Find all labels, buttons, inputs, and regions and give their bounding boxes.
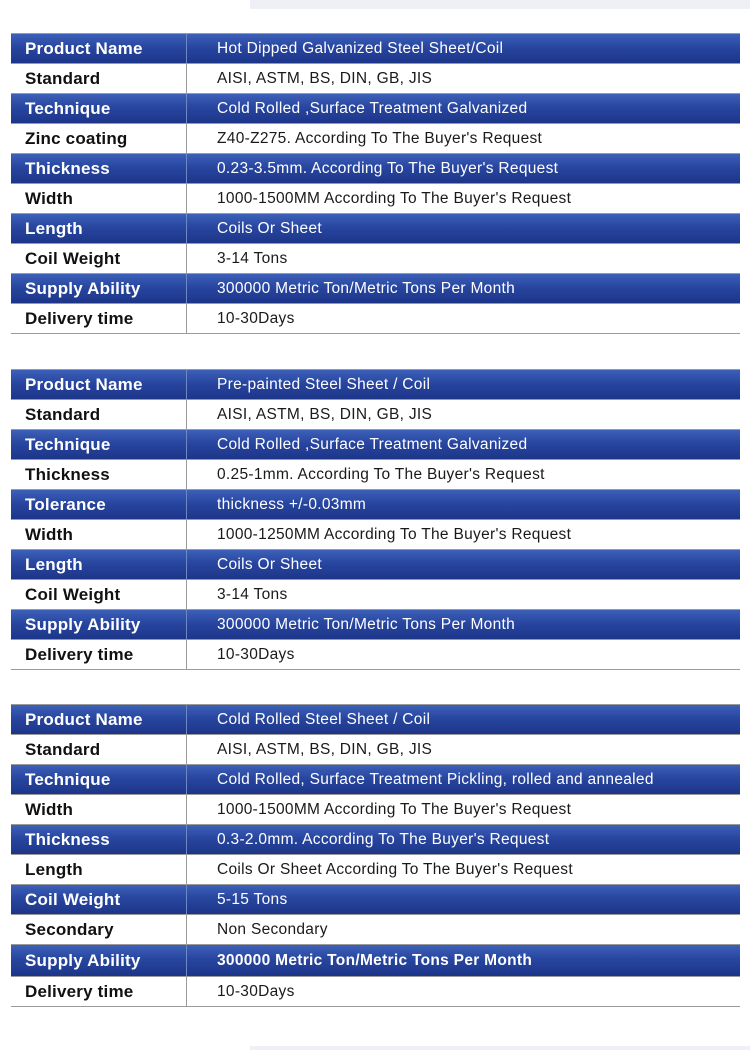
row-value: 0.23-3.5mm. According To The Buyer's Request [186,154,740,183]
table-row [11,430,740,460]
table-row [11,400,740,430]
row-label: Technique [25,434,111,454]
row-value: 10-30Days [186,977,740,1006]
row-value: 300000 Metric Ton/Metric Tons Per Month [186,274,740,303]
row-value: 300000 Metric Ton/Metric Tons Per Month [186,945,740,976]
row-value: 3-14 Tons [186,580,740,609]
table-row [11,214,740,244]
row-value: Coils Or Sheet [186,550,740,579]
row-value: AISI, ASTM, BS, DIN, GB, JIS [186,64,740,93]
row-value: 300000 Metric Ton/Metric Tons Per Month [186,610,740,639]
row-value: Cold Rolled, Surface Treatment Pickling, rolled and annealed [186,765,740,794]
row-label: Product Name [25,38,143,58]
table-row [11,705,740,735]
row-label: Thickness [25,464,110,484]
row-label: Secondary [25,919,114,939]
row-label: Delivery time [25,981,134,1001]
row-label: Standard [25,739,101,759]
row-value: AISI, ASTM, BS, DIN, GB, JIS [186,735,740,764]
row-value: Hot Dipped Galvanized Steel Sheet/Coil [186,34,740,63]
row-value: Coils Or Sheet According To The Buyer's Request [186,855,740,884]
spec-table-1 [11,33,740,334]
table-row [11,795,740,825]
row-value: 10-30Days [186,640,740,669]
row-value: Cold Rolled ,Surface Treatment Galvanized [186,94,740,123]
row-label: Technique [25,769,111,789]
row-label: Product Name [25,709,143,729]
table-row [11,640,740,670]
table-row [11,765,740,795]
top-decorative-strip [250,0,750,9]
row-value: AISI, ASTM, BS, DIN, GB, JIS [186,400,740,429]
row-label: Product Name [25,374,143,394]
row-label: Length [25,218,83,238]
table-row [11,610,740,640]
table-row [11,154,740,184]
row-label: Coil Weight [25,248,121,268]
spec-table-3 [11,704,740,1007]
row-label: Coil Weight [25,584,121,604]
row-label: Thickness [25,158,110,178]
row-label: Thickness [25,829,110,849]
table-row [11,244,740,274]
table-row [11,825,740,855]
table-row [11,64,740,94]
table-row [11,977,740,1007]
row-label: Width [25,799,74,819]
row-value: Non Secondary [186,915,740,944]
table-row [11,274,740,304]
row-value: 5-15 Tons [186,885,740,914]
row-value: 0.3-2.0mm. According To The Buyer's Request [186,825,740,854]
row-label: Coil Weight [25,889,121,909]
table-row [11,460,740,490]
table-row [11,885,740,915]
row-value: 3-14 Tons [186,244,740,273]
row-label: Technique [25,98,111,118]
table-row [11,550,740,580]
table-row [11,490,740,520]
row-value: Pre-painted Steel Sheet / Coil [186,370,740,399]
row-value: Cold Rolled Steel Sheet / Coil [186,705,740,734]
table-row [11,855,740,885]
table-row [11,124,740,154]
row-label: Length [25,554,83,574]
table-row [11,945,740,977]
row-label: Length [25,859,83,879]
row-value: 1000-1500MM According To The Buyer's Request [186,184,740,213]
row-label: Width [25,188,74,208]
spec-table-2 [11,369,740,670]
row-label: Supply Ability [25,278,141,298]
row-label: Zinc coating [25,128,128,148]
row-label: Standard [25,68,101,88]
table-row [11,34,740,64]
row-label: Delivery time [25,308,134,328]
row-value: Coils Or Sheet [186,214,740,243]
row-label: Supply Ability [25,614,141,634]
table-row [11,520,740,550]
bottom-decorative-strip [250,1046,750,1050]
row-value: thickness +/-0.03mm [186,490,740,519]
row-label: Supply Ability [25,950,141,970]
row-label: Width [25,524,74,544]
table-row [11,370,740,400]
row-value: 1000-1250MM According To The Buyer's Request [186,520,740,549]
table-row [11,94,740,124]
row-value: 10-30Days [186,304,740,333]
row-value: Z40-Z275. According To The Buyer's Request [186,124,740,153]
row-value: Cold Rolled ,Surface Treatment Galvanized [186,430,740,459]
table-row [11,184,740,214]
table-row [11,915,740,945]
row-label: Delivery time [25,644,134,664]
table-row [11,580,740,610]
row-value: 0.25-1mm. According To The Buyer's Request [186,460,740,489]
row-label: Tolerance [25,494,106,514]
table-row [11,735,740,765]
row-label: Standard [25,404,101,424]
row-value: 1000-1500MM According To The Buyer's Request [186,795,740,824]
table-row [11,304,740,334]
